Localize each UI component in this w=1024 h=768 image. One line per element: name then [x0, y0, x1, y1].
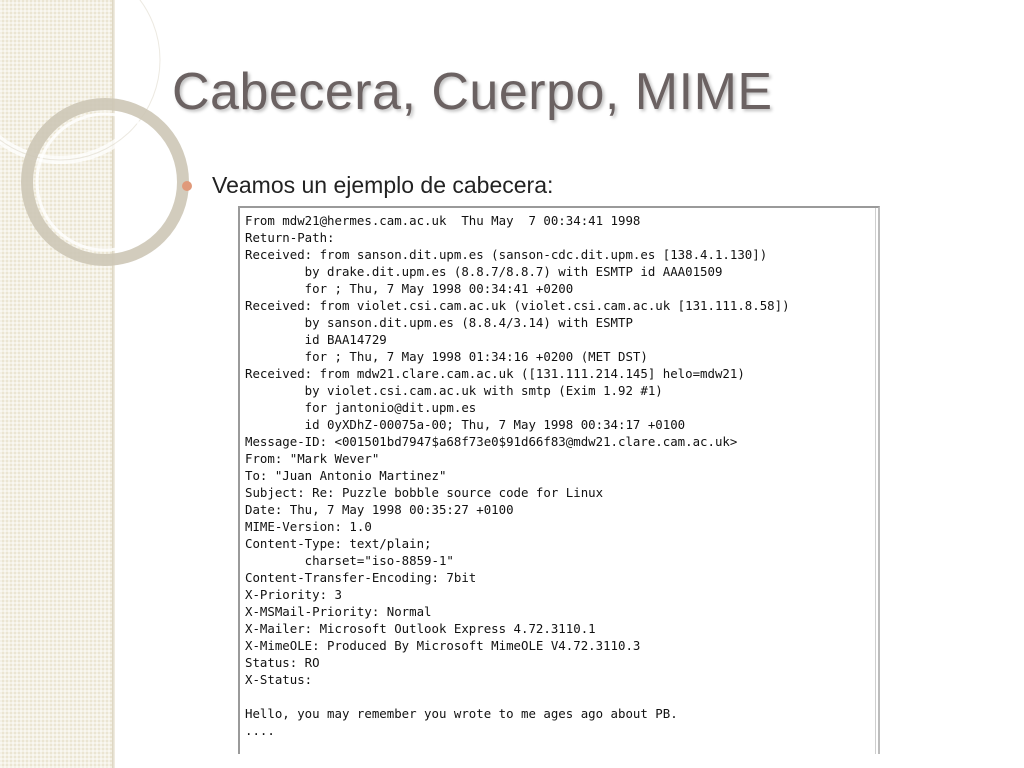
- decorative-circles: [0, 0, 260, 330]
- email-header-line: Received: from violet.csi.cam.ac.uk (violet.csi.cam.ac.uk [131.111.8.58]): [245, 298, 790, 313]
- email-header-line: Received: from sanson.dit.upm.es (sanson-cdc.dit.upm.es [138.4.1.130]): [245, 247, 768, 262]
- email-header-line: for ; Thu, 7 May 1998 01:34:16 +0200 (MET DST): [245, 349, 648, 364]
- email-header-line: ....: [245, 723, 275, 738]
- email-header-line: From: "Mark Wever": [245, 451, 380, 466]
- email-header-line: X-MSMail-Priority: Normal: [245, 604, 432, 619]
- email-header-line: Content-Transfer-Encoding: 7bit: [245, 570, 477, 585]
- email-header-line: Received: from mdw21.clare.cam.ac.uk ([131.111.214.145] helo=mdw21): [245, 366, 745, 381]
- email-header-line: by violet.csi.cam.ac.uk with smtp (Exim 1.92 #1): [245, 383, 663, 398]
- email-header-line: X-Mailer: Microsoft Outlook Express 4.72.3110.1: [245, 621, 596, 636]
- email-header-line: by drake.dit.upm.es (8.8.7/8.8.7) with ESMTP id AAA01509: [245, 264, 723, 279]
- email-header-line: To: "Juan Antonio Martinez": [245, 468, 447, 483]
- email-header-line: Date: Thu, 7 May 1998 00:35:27 +0100: [245, 502, 514, 517]
- email-header-line: by sanson.dit.upm.es (8.8.4/3.14) with ESMTP: [245, 315, 633, 330]
- email-header-box: [238, 206, 880, 754]
- email-header-line: for ; Thu, 7 May 1998 00:34:41 +0200: [245, 281, 574, 296]
- email-header-line: X-Status:: [245, 672, 313, 687]
- email-header-line: Status: RO: [245, 655, 320, 670]
- email-header-line: id BAA14729: [245, 332, 387, 347]
- email-header-line: Content-Type: text/plain;: [245, 536, 432, 551]
- email-header-line: From mdw21@hermes.cam.ac.uk Thu May 7 00:34:41 1998: [245, 213, 641, 228]
- email-header-line: Subject: Re: Puzzle bobble source code for Linux: [245, 485, 604, 500]
- email-header-text: [240, 208, 878, 739]
- email-header-line: X-Priority: 3: [245, 587, 342, 602]
- bullet-dot-icon: [182, 181, 192, 191]
- slide-title: Cabecera, Cuerpo, MIME: [172, 63, 773, 121]
- email-header-line: Return-Path:: [245, 230, 335, 245]
- bullet-text: Veamos un ejemplo de cabecera:: [212, 172, 554, 198]
- email-header-line: for jantonio@dit.upm.es: [245, 400, 477, 415]
- email-header-line: charset="iso-8859-1": [245, 553, 454, 568]
- bullet-item: [182, 172, 553, 199]
- email-header-line: Message-ID: <001501bd7947$a68f73e0$91d66f83@mdw21.clare.cam.ac.uk>: [245, 434, 738, 449]
- email-header-line: Hello, you may remember you wrote to me ages ago about PB.: [245, 706, 678, 721]
- email-header-line: id 0yXDhZ-00075a-00; Thu, 7 May 1998 00:34:17 +0100: [245, 417, 686, 432]
- email-header-line: MIME-Version: 1.0: [245, 519, 372, 534]
- email-header-line: X-MimeOLE: Produced By Microsoft MimeOLE V4.72.3110.3: [245, 638, 641, 653]
